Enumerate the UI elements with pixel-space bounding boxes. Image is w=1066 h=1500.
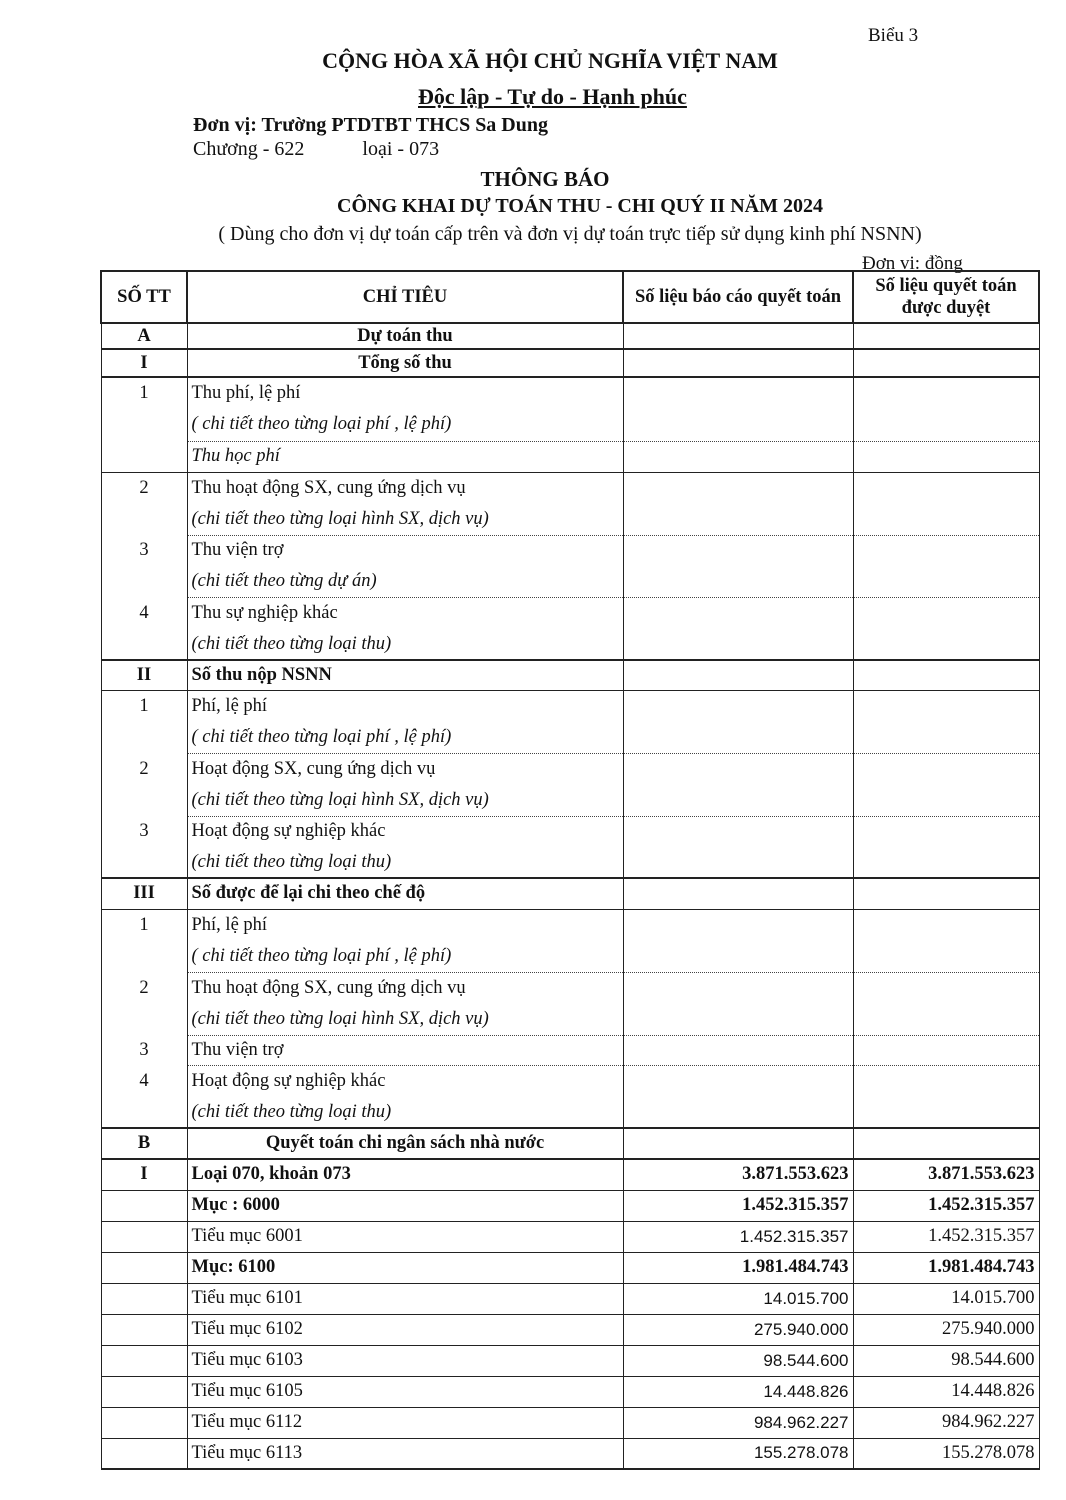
row-reported — [623, 597, 853, 629]
row-approved — [853, 377, 1039, 409]
table-row — [101, 441, 1039, 472]
row-approved — [853, 722, 1039, 753]
row-approved — [853, 941, 1039, 972]
row-reported: 14.015.700 — [623, 1283, 853, 1314]
row-approved — [853, 753, 1039, 785]
row-approved: 1.981.484.743 — [853, 1252, 1039, 1283]
row-reported: 275.940.000 — [623, 1314, 853, 1345]
row-name: Tiểu mục 6102 — [187, 1314, 623, 1345]
row-name: Hoạt động sự nghiệp khác — [187, 1065, 623, 1097]
table-row — [101, 722, 1039, 753]
row-approved — [853, 1128, 1039, 1159]
table-header-row — [101, 271, 1039, 323]
row-name: Tiểu mục 6112 — [187, 1407, 623, 1438]
row-stt — [101, 1314, 187, 1345]
table-row — [101, 409, 1039, 441]
row-stt: B — [101, 1128, 187, 1159]
table-row — [101, 377, 1039, 409]
row-stt: 2 — [101, 972, 187, 1004]
row-approved: 1.452.315.357 — [853, 1221, 1039, 1252]
row-approved — [853, 1065, 1039, 1097]
form-code: Biểu 3 — [868, 25, 919, 46]
row-reported — [623, 847, 853, 878]
row-name: Thu sự nghiệp khác — [187, 597, 623, 629]
row-reported — [623, 535, 853, 566]
row-stt — [101, 1438, 187, 1469]
row-name: ( chi tiết theo từng loại phí , lệ phí) — [187, 409, 623, 441]
row-reported — [623, 504, 853, 535]
table-row — [101, 660, 1039, 690]
header-indicator: CHỈ TIÊU — [187, 271, 623, 323]
row-approved: 3.871.553.623 — [853, 1159, 1039, 1190]
row-name: Thu phí, lệ phí — [187, 377, 623, 409]
row-approved — [853, 349, 1039, 377]
row-approved — [853, 629, 1039, 660]
row-stt — [101, 504, 187, 535]
row-reported: 984.962.227 — [623, 1407, 853, 1438]
table-row — [101, 1004, 1039, 1035]
row-name: Thu hoạt động SX, cung ứng dịch vụ — [187, 972, 623, 1004]
table-row — [101, 1035, 1039, 1065]
table-row — [101, 690, 1039, 722]
type-code: loại - 073 — [362, 138, 440, 160]
row-stt: 3 — [101, 1035, 187, 1065]
row-approved — [853, 690, 1039, 722]
row-name: Số thu nộp NSNN — [187, 660, 623, 690]
table-row — [101, 1097, 1039, 1128]
row-name: Quyết toán chi ngân sách nhà nước — [187, 1128, 623, 1159]
row-stt — [101, 1407, 187, 1438]
row-stt: III — [101, 878, 187, 909]
row-reported: 1.981.484.743 — [623, 1252, 853, 1283]
table-row — [101, 1376, 1039, 1407]
row-reported: 14.448.826 — [623, 1376, 853, 1407]
row-stt: I — [101, 349, 187, 377]
table-row — [101, 941, 1039, 972]
table-row — [101, 472, 1039, 504]
row-stt: 4 — [101, 597, 187, 629]
nation-title: CỘNG HÒA XÃ HỘI CHỦ NGHĨA VIỆT NAM — [322, 48, 778, 73]
row-name: Thu hoạt động SX, cung ứng dịch vụ — [187, 472, 623, 504]
row-name: Hoạt động sự nghiệp khác — [187, 816, 623, 847]
table-row — [101, 878, 1039, 909]
row-stt: 4 — [101, 1065, 187, 1097]
table-row — [101, 1438, 1039, 1469]
table-row — [101, 1190, 1039, 1221]
header-stt: SỐ TT — [101, 271, 187, 323]
row-stt — [101, 722, 187, 753]
table-row — [101, 1065, 1039, 1097]
row-stt — [101, 409, 187, 441]
row-reported — [623, 566, 853, 597]
motto: Độc lập - Tự do - Hạnh phúc — [418, 84, 687, 109]
chapter-line — [193, 138, 439, 161]
row-reported — [623, 972, 853, 1004]
table-row — [101, 847, 1039, 878]
row-stt: 2 — [101, 472, 187, 504]
row-approved — [853, 816, 1039, 847]
usage-note: ( Dùng cho đơn vị dự toán cấp trên và đơn vị dự toán trực tiếp sử dụng kinh phí NSNN) — [218, 223, 922, 245]
table-row — [101, 1252, 1039, 1283]
row-reported — [623, 629, 853, 660]
row-name: Tiểu mục 6113 — [187, 1438, 623, 1469]
row-reported — [623, 1097, 853, 1128]
row-name: Thu học phí — [187, 441, 623, 472]
table-row — [101, 349, 1039, 377]
row-approved — [853, 472, 1039, 504]
row-stt: 3 — [101, 816, 187, 847]
row-name: Tiểu mục 6103 — [187, 1345, 623, 1376]
row-approved — [853, 535, 1039, 566]
row-stt — [101, 1345, 187, 1376]
row-reported — [623, 722, 853, 753]
notice-subtitle: CÔNG KHAI DỰ TOÁN THU - CHI QUÝ II NĂM 2024 — [337, 195, 823, 217]
row-stt — [101, 441, 187, 472]
row-stt: 1 — [101, 909, 187, 941]
row-approved — [853, 1004, 1039, 1035]
table-row — [101, 504, 1039, 535]
row-stt — [101, 1252, 187, 1283]
row-reported — [623, 377, 853, 409]
table-row — [101, 323, 1039, 349]
table-row — [101, 1283, 1039, 1314]
row-name: Tổng số thu — [187, 349, 623, 377]
row-reported — [623, 816, 853, 847]
row-approved — [853, 323, 1039, 349]
row-approved: 155.278.078 — [853, 1438, 1039, 1469]
row-name: Loại 070, khoản 073 — [187, 1159, 623, 1190]
row-approved: 275.940.000 — [853, 1314, 1039, 1345]
row-approved: 14.448.826 — [853, 1376, 1039, 1407]
row-name: (chi tiết theo từng dự án) — [187, 566, 623, 597]
header-approved: Số liệu quyết toán được duyệt — [853, 271, 1039, 323]
row-approved: 1.452.315.357 — [853, 1190, 1039, 1221]
table-row — [101, 1345, 1039, 1376]
row-stt — [101, 566, 187, 597]
row-stt — [101, 847, 187, 878]
notice-title: THÔNG BÁO — [480, 167, 610, 191]
row-stt — [101, 785, 187, 816]
row-stt — [101, 1283, 187, 1314]
row-name: (chi tiết theo từng loại hình SX, dịch vụ) — [187, 1004, 623, 1035]
row-name: Mục: 6100 — [187, 1252, 623, 1283]
row-reported — [623, 323, 853, 349]
row-stt: II — [101, 660, 187, 690]
table-row — [101, 597, 1039, 629]
row-reported — [623, 690, 853, 722]
table-row — [101, 1128, 1039, 1159]
row-stt: 2 — [101, 753, 187, 785]
table-row — [101, 535, 1039, 566]
table-row — [101, 629, 1039, 660]
row-reported — [623, 941, 853, 972]
row-reported — [623, 753, 853, 785]
row-reported — [623, 1128, 853, 1159]
row-name: Tiểu mục 6101 — [187, 1283, 623, 1314]
row-reported — [623, 1004, 853, 1035]
row-approved: 98.544.600 — [853, 1345, 1039, 1376]
row-reported — [623, 1065, 853, 1097]
row-approved — [853, 847, 1039, 878]
row-reported — [623, 878, 853, 909]
row-reported — [623, 349, 853, 377]
row-stt: 1 — [101, 377, 187, 409]
row-name: (chi tiết theo từng loại thu) — [187, 847, 623, 878]
row-approved — [853, 441, 1039, 472]
row-name: Tiểu mục 6105 — [187, 1376, 623, 1407]
row-reported — [623, 472, 853, 504]
row-stt — [101, 941, 187, 972]
table-row — [101, 566, 1039, 597]
row-stt — [101, 1190, 187, 1221]
table-row — [101, 1221, 1039, 1252]
row-name: Tiểu mục 6001 — [187, 1221, 623, 1252]
row-name: Thu viện trợ — [187, 535, 623, 566]
row-approved — [853, 1097, 1039, 1128]
row-stt — [101, 1097, 187, 1128]
row-name: Phí, lệ phí — [187, 690, 623, 722]
row-reported — [623, 409, 853, 441]
chapter-code: Chương - 622 — [193, 138, 305, 160]
table-row — [101, 816, 1039, 847]
row-name: Phí, lệ phí — [187, 909, 623, 941]
row-reported: 3.871.553.623 — [623, 1159, 853, 1190]
row-name: Số được để lại chi theo chế độ — [187, 878, 623, 909]
row-approved — [853, 409, 1039, 441]
row-reported: 98.544.600 — [623, 1345, 853, 1376]
table-row — [101, 1407, 1039, 1438]
row-approved — [853, 878, 1039, 909]
row-approved — [853, 597, 1039, 629]
row-reported — [623, 660, 853, 690]
budget-table — [100, 270, 1040, 1470]
row-approved: 984.962.227 — [853, 1407, 1039, 1438]
row-approved: 14.015.700 — [853, 1283, 1039, 1314]
row-stt — [101, 1221, 187, 1252]
currency-unit: Đơn vị: đồng — [862, 253, 963, 274]
table-row — [101, 972, 1039, 1004]
row-name: (chi tiết theo từng loại thu) — [187, 629, 623, 660]
row-approved — [853, 504, 1039, 535]
table-row — [101, 1159, 1039, 1190]
row-reported — [623, 785, 853, 816]
row-reported: 1.452.315.357 — [623, 1190, 853, 1221]
row-approved — [853, 785, 1039, 816]
row-name: (chi tiết theo từng loại hình SX, dịch vụ) — [187, 504, 623, 535]
row-name: Hoạt động SX, cung ứng dịch vụ — [187, 753, 623, 785]
row-stt: A — [101, 323, 187, 349]
row-name: (chi tiết theo từng loại thu) — [187, 1097, 623, 1128]
row-approved — [853, 909, 1039, 941]
row-name: Thu viện trợ — [187, 1035, 623, 1065]
row-name: ( chi tiết theo từng loại phí , lệ phí) — [187, 941, 623, 972]
row-reported — [623, 1035, 853, 1065]
row-approved — [853, 1035, 1039, 1065]
row-approved — [853, 972, 1039, 1004]
row-reported — [623, 441, 853, 472]
row-reported: 1.452.315.357 — [623, 1221, 853, 1252]
row-stt — [101, 629, 187, 660]
row-stt: I — [101, 1159, 187, 1190]
table-row — [101, 753, 1039, 785]
row-reported: 155.278.078 — [623, 1438, 853, 1469]
table-row — [101, 909, 1039, 941]
row-name: ( chi tiết theo từng loại phí , lệ phí) — [187, 722, 623, 753]
unit-name: Đơn vị: Trường PTDTBT THCS Sa Dung — [193, 114, 548, 136]
row-name: Dự toán thu — [187, 323, 623, 349]
row-name: Mục : 6000 — [187, 1190, 623, 1221]
header-reported: Số liệu báo cáo quyết toán — [623, 271, 853, 323]
table-row — [101, 1314, 1039, 1345]
row-stt — [101, 1004, 187, 1035]
row-stt — [101, 1376, 187, 1407]
row-name: (chi tiết theo từng loại hình SX, dịch vụ) — [187, 785, 623, 816]
table-row — [101, 785, 1039, 816]
row-stt: 1 — [101, 690, 187, 722]
row-stt: 3 — [101, 535, 187, 566]
row-reported — [623, 909, 853, 941]
row-approved — [853, 566, 1039, 597]
row-approved — [853, 660, 1039, 690]
